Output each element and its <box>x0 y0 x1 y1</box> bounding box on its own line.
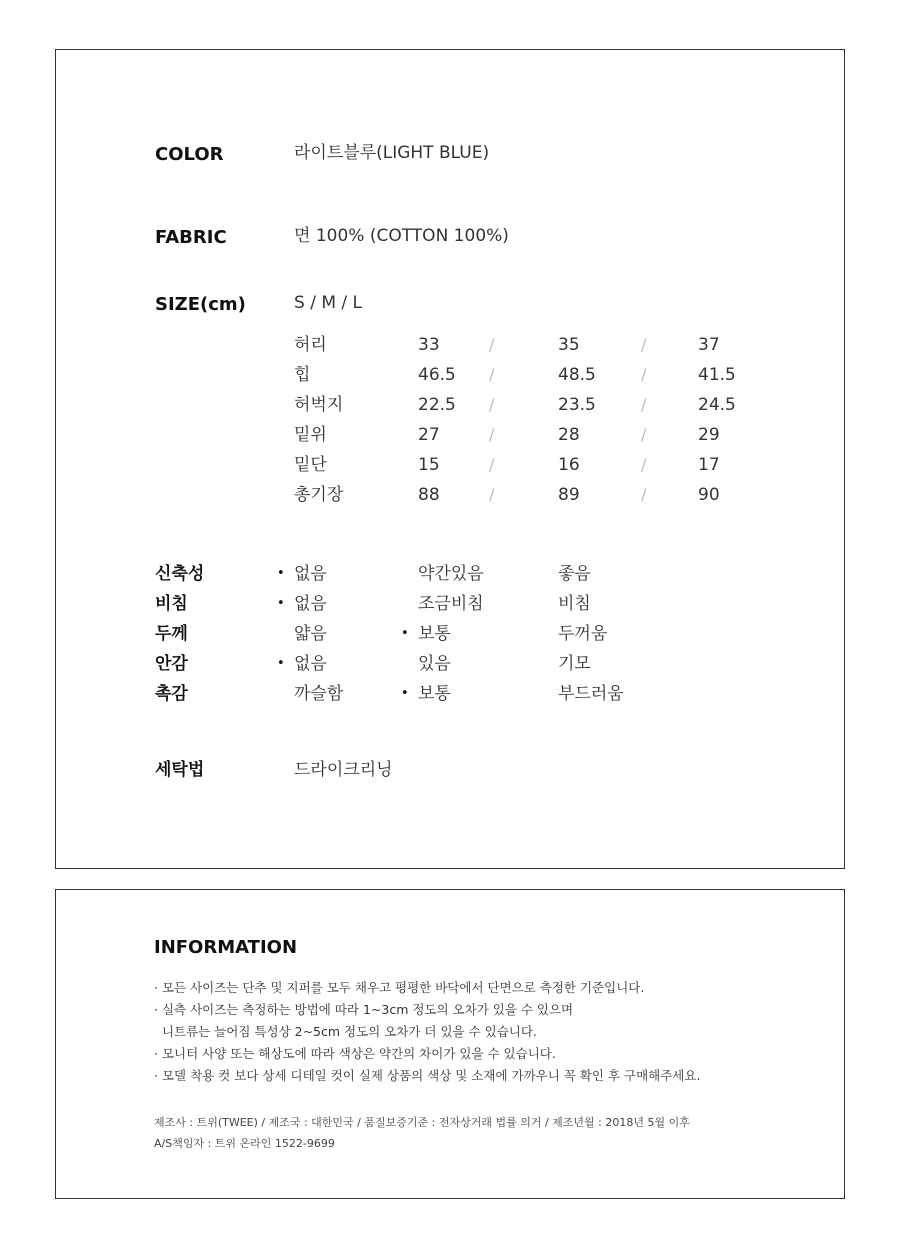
size-separator: / <box>641 395 647 414</box>
size-separator: / <box>489 395 495 414</box>
size-separator: / <box>489 485 495 504</box>
selected-bullet: • <box>277 656 285 671</box>
property-option: 없음 <box>294 654 327 674</box>
wash-value: 드라이크리닝 <box>294 760 393 780</box>
size-value-s: 46.5 <box>418 365 456 385</box>
size-row-name: 밑단 <box>294 455 327 475</box>
size-separator: / <box>641 365 647 384</box>
size-value-l: 29 <box>698 425 720 445</box>
property-option: 있음 <box>418 654 451 674</box>
size-value-s: 88 <box>418 485 440 505</box>
size-value-s: 27 <box>418 425 440 445</box>
property-label: 비침 <box>155 594 188 614</box>
information-title: INFORMATION <box>154 937 298 958</box>
size-separator: / <box>641 425 647 444</box>
information-line: · 모니터 사양 또는 해상도에 따라 색상은 약간의 차이가 있을 수 있습니다. <box>154 1046 556 1061</box>
information-line: 니트류는 늘어짐 특성상 2~5cm 정도의 오차가 더 있을 수 있습니다. <box>154 1024 537 1039</box>
size-row-name: 힙 <box>294 365 311 385</box>
information-line: · 모든 사이즈는 단추 및 지퍼를 모두 채우고 평평한 바닥에서 단면으로 측정한 기준입니다. <box>154 980 645 995</box>
size-value-m: 48.5 <box>558 365 596 385</box>
size-value-l: 24.5 <box>698 395 736 415</box>
size-separator: / <box>489 365 495 384</box>
property-option: 까슬함 <box>294 684 344 704</box>
property-label: 안감 <box>155 654 188 674</box>
property-label: 두께 <box>155 624 188 644</box>
property-label: 촉감 <box>155 684 188 704</box>
size-value-s: 33 <box>418 335 440 355</box>
property-option: 얇음 <box>294 624 327 644</box>
selected-bullet: • <box>401 626 409 641</box>
property-option: 조금비침 <box>418 594 484 614</box>
wash-label: 세탁법 <box>155 760 205 780</box>
size-value-m: 23.5 <box>558 395 596 415</box>
information-line: · 모델 착용 컷 보다 상세 디테일 컷이 실제 상품의 색상 및 소재에 가까우니 꼭 확인 후 구매해주세요. <box>154 1068 701 1083</box>
size-separator: / <box>489 455 495 474</box>
size-separator: / <box>641 485 647 504</box>
size-separator: / <box>641 455 647 474</box>
information-panel <box>55 889 845 1199</box>
size-value-m: 89 <box>558 485 580 505</box>
property-label: 신축성 <box>155 564 205 584</box>
property-option: 약간있음 <box>418 564 484 584</box>
selected-bullet: • <box>277 566 285 581</box>
size-value-l: 90 <box>698 485 720 505</box>
property-option: 보통 <box>418 684 451 704</box>
size-row-name: 밑위 <box>294 425 327 445</box>
legal-line-manufacturer: 제조사 : 트위(TWEE) / 제조국 : 대한민국 / 품질보증기준 : 전자상거래 법률 의거 / 제조년월 : 2018년 5월 이후 <box>154 1116 690 1129</box>
color-label: COLOR <box>155 144 224 165</box>
selected-bullet: • <box>277 596 285 611</box>
size-value-s: 22.5 <box>418 395 456 415</box>
size-value-m: 35 <box>558 335 580 355</box>
information-line: · 실측 사이즈는 측정하는 방법에 따라 1~3cm 정도의 오차가 있을 수 있으며 <box>154 1002 574 1017</box>
size-value-m: 16 <box>558 455 580 475</box>
property-option: 없음 <box>294 594 327 614</box>
color-value: 라이트블루(LIGHT BLUE) <box>294 143 490 163</box>
product-spec-panel <box>55 49 845 869</box>
size-row-name: 허리 <box>294 335 327 355</box>
selected-bullet: • <box>401 686 409 701</box>
size-separator: / <box>489 425 495 444</box>
size-value-l: 41.5 <box>698 365 736 385</box>
size-value: S / M / L <box>294 293 362 313</box>
size-separator: / <box>641 335 647 354</box>
fabric-value: 면 100% (COTTON 100%) <box>294 226 509 246</box>
legal-line-as: A/S책임자 : 트위 온라인 1522-9699 <box>154 1137 335 1150</box>
property-option: 두꺼움 <box>558 624 608 644</box>
size-value-m: 28 <box>558 425 580 445</box>
size-value-l: 17 <box>698 455 720 475</box>
size-row-name: 총기장 <box>294 485 344 505</box>
size-value-l: 37 <box>698 335 720 355</box>
property-option: 기모 <box>558 654 591 674</box>
property-option: 보통 <box>418 624 451 644</box>
property-option: 비침 <box>558 594 591 614</box>
size-label: SIZE(cm) <box>155 294 246 315</box>
property-option: 부드러움 <box>558 684 624 704</box>
size-value-s: 15 <box>418 455 440 475</box>
property-option: 없음 <box>294 564 327 584</box>
property-option: 좋음 <box>558 564 591 584</box>
fabric-label: FABRIC <box>155 227 227 248</box>
size-row-name: 허벅지 <box>294 395 344 415</box>
size-separator: / <box>489 335 495 354</box>
